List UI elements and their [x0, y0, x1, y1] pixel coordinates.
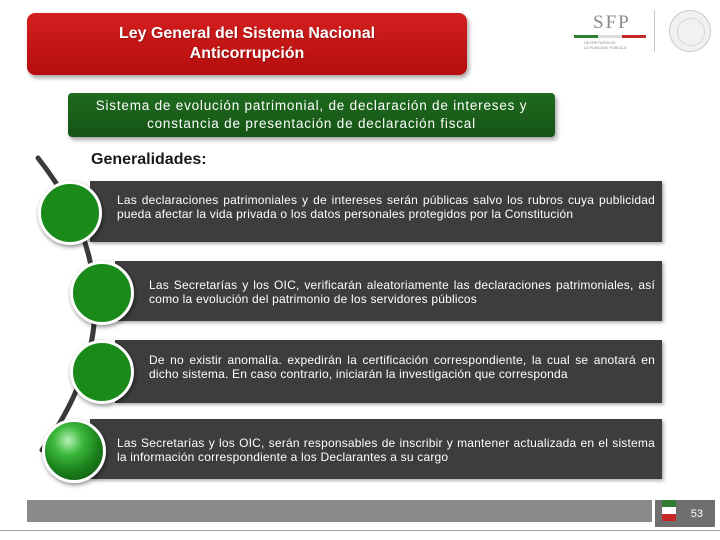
- sfp-subtitle-line-1: SECRETARÍA DE: [584, 40, 616, 45]
- bullet-circle-icon: [70, 261, 134, 325]
- sfp-logo-subtitle: [584, 40, 646, 50]
- page-number: 53: [690, 508, 703, 520]
- title-line-1: Ley General del Sistema Nacional: [118, 25, 376, 42]
- flag-icon: [662, 500, 676, 522]
- sfp-flag-bar: [574, 35, 646, 38]
- bullet-circle-icon: [70, 340, 134, 404]
- logo-separator: [654, 10, 655, 52]
- title-line-2: Anticorrupción: [189, 45, 305, 62]
- bullet-circle-icon: [42, 419, 106, 483]
- footer-divider: [0, 530, 720, 531]
- sfp-subtitle-line-2: LA FUNCIÓN PÚBLICA: [584, 45, 627, 50]
- footer-bar: [27, 500, 652, 522]
- bullet-circle-icon: [38, 181, 102, 245]
- subtitle-line-2: constancia de presentación de declaración fiscal: [147, 116, 476, 131]
- national-seal-icon: [669, 10, 711, 52]
- sfp-logo: [570, 10, 720, 58]
- title-banner: [27, 13, 467, 75]
- list-item-text: Las Secretarías y los OIC, serán responsables de inscribir y mantener actualizada en el sistema la información correspondiente a los Declarantes a su cargo: [117, 436, 655, 464]
- sfp-logo-text: SFP: [593, 12, 631, 33]
- list-item-text: De no existir anomalía. expedirán la certificación correspondiente, la cual se anotará en dicho sistema. En caso contrario, iniciarán la investigación que corresponda: [149, 353, 655, 381]
- subtitle-line-1: Sistema de evolución patrimonial, de declaración de intereses y: [95, 98, 528, 113]
- subtitle-banner: [68, 93, 555, 137]
- section-heading: Generalidades:: [91, 151, 207, 168]
- list-item-text: Las declaraciones patrimoniales y de intereses serán públicas salvo los rubros cuya publicidad pueda afectar la vida privada o los datos personales protegidos por la Constitución: [117, 193, 655, 221]
- list-item-text: Las Secretarías y los OIC, verificarán aleatoriamente las declaraciones patrimoniales, así como la evolución del patrimonio de los servidores públicos: [149, 278, 655, 306]
